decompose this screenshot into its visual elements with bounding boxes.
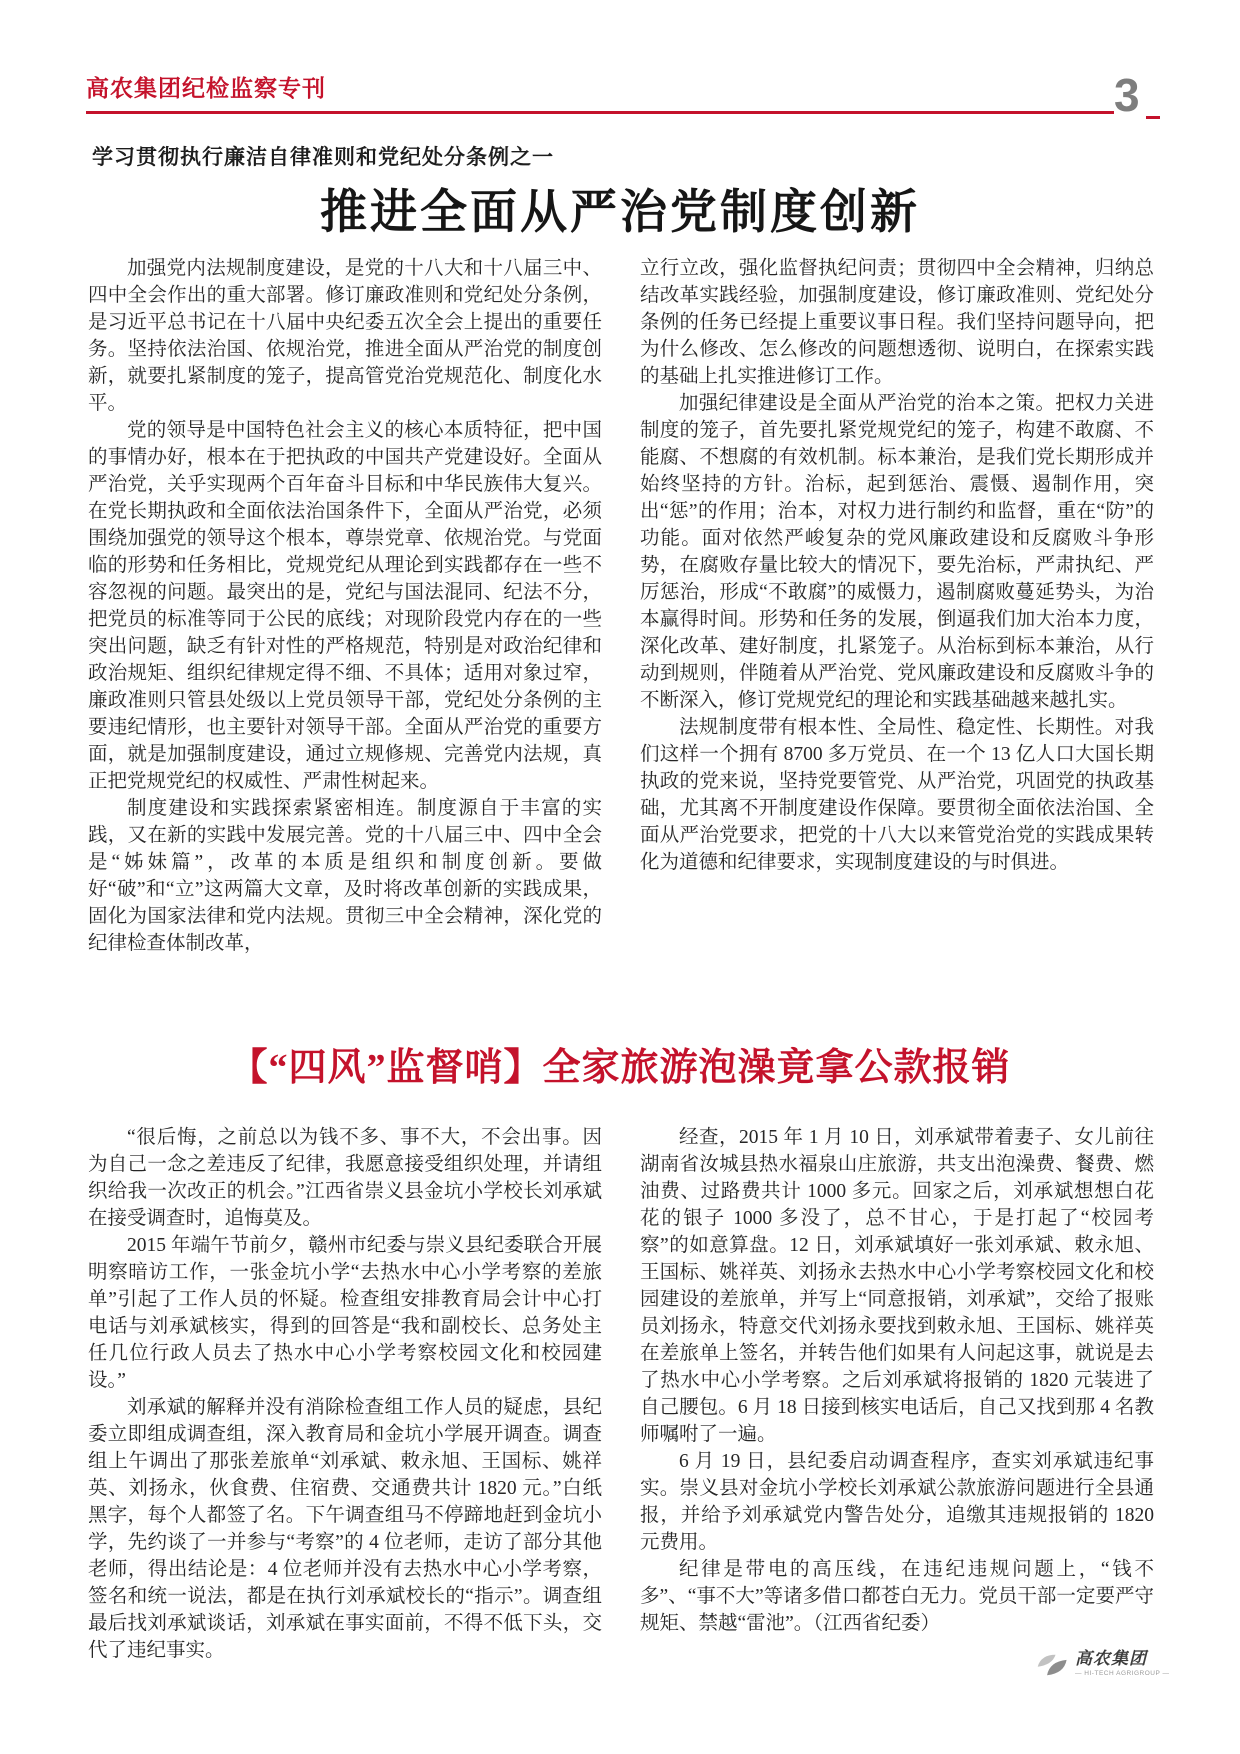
- logo-leaf-icon: [1036, 1652, 1070, 1678]
- paragraph: 加强纪律建设是全面从严治党的治本之策。把权力关进制度的笼子，首先要扎紧党规党纪的笼子，构建不敢腐、不能腐、不想腐的有效机制。标本兼治，是我们党长期形成并始终坚持的方针。治标，起到惩治、震慑、遏制作用，突出“惩”的作用；治本，对权力进行制约和监督，重在“防”的功能。面对依然严峻复杂的党风廉政建设和反腐败斗争形势，在腐败存量比较大的情况下，要先治标，严肃执纪、严厉惩治，形成“不敢腐”的威慑力，遏制腐败蔓延势头，为治本赢得时间。形势和任务的发展，倒逼我们加大治本力度，深化改革、建好制度，扎紧笼子。从治标到标本兼治，从行动到规则，伴随着从严治党、党风廉政建设和反腐败斗争的不断深入，修订党规党纪的理论和实践基础越来越扎实。: [640, 393, 1154, 711]
- article-1-column-1: [88, 255, 602, 957]
- paragraph: 法规制度带有根本性、全局性、稳定性、长期性。对我们这样一个拥有 8700 多万党员、在一个 13 亿人口大国长期执政的党来说，坚持党要管党、从严治党，巩固党的执政基础，尤其离不开制度建设作保障。要贯彻全面依法治国、全面从严治党要求，把党的十八大以来管党治党的实践成果转化为道德和纪律要求，实现制度建设的与时俱进。: [640, 717, 1154, 873]
- paragraph: 经查，2015 年 1 月 10 日，刘承斌带着妻子、女儿前往湖南省汝城县热水福泉山庄旅游，共支出泡澡费、餐费、燃油费、过路费共计 1000 多元。回家之后，刘承斌想想白花花的银子 1000 多没了，总不甘心，于是打起了“校园考察”的如意算盘。12 日，刘承斌填好一张刘承斌、敕永旭、王国标、姚祥英、刘扬永去热水中心小学考察校园文化和校园建设的差旅单，并写上“同意报销，刘承斌”，交给了报账员刘扬永，特意交代刘扬永要找到敕永旭、王国标、姚祥英在差旅单上签名，并转告他们如果有人问起这事，就说是去了热水中心小学考察。之后刘承斌将报销的 1820 元装进了自己腰包。6 月 18 日接到核实电话后，自己又找到那 4 名教师嘱咐了一遍。: [640, 1127, 1154, 1445]
- article-2-columns: [88, 1124, 1154, 1664]
- article-2-column-1: [88, 1124, 602, 1664]
- article-1-kicker: 学习贯彻执行廉洁自律准则和党纪处分条例之一: [92, 146, 554, 169]
- page-number: 3: [1114, 69, 1140, 121]
- masthead-rule-tick: [1146, 116, 1160, 119]
- paragraph: 刘承斌的解释并没有消除检查组工作人员的疑虑，县纪委立即组成调查组，深入教育局和金坑小学展开调查。调查组上午调出了那张差旅单“刘承斌、敕永旭、王国标、姚祥英、刘扬永，伙食费、住宿费、交通费共计 1820 元。”白纸黑字，每个人都签了名。下午调查组马不停蹄地赶到金坑小学，先约谈了一并参与“考察”的 4 位老师，走访了部分其他老师，得出结论是：4 位老师并没有去热水中心小学考察，签名和统一说法，都是在执行刘承斌校长的“指示”。调查组最后找刘承斌谈话，刘承斌在事实面前，不得不低下头，交代了违纪事实。: [88, 1397, 602, 1661]
- paragraph: 纪律是带电的高压线，在违纪违规问题上，“钱不多”、“事不大”等诸多借口都苍白无力。党员干部一定要严守规矩、禁越“雷池”。（江西省纪委）: [640, 1559, 1154, 1634]
- logo-tagline: — HI-TECH AGRIGROUP —: [1075, 1670, 1170, 1677]
- paragraph: 党的领导是中国特色社会主义的核心本质特征，把中国的事情办好，根本在于把执政的中国共产党建设好。全面从严治党，关乎实现两个百年奋斗目标和中华民族伟大复兴。在党长期执政和全面依法治国条件下，全面从严治党，必须围绕加强党的领导这个根本，尊崇党章、依规治党。与党面临的形势和任务相比，党规党纪从理论到实践都存在一些不容忽视的问题。最突出的是，党纪与国法混同、纪法不分，把党员的标准等同于公民的底线；对现阶段党内存在的一些突出问题，缺乏有针对性的严格规范，特别是对政治纪律和政治规矩、组织纪律规定得不细、不具体；适用对象过窄，廉政准则只管县处级以上党员领导干部，党纪处分条例的主要违纪情形，也主要针对领导干部。全面从严治党的重要方面，就是加强制度建设，通过立规修规、完善党内法规，真正把党规党纪的权威性、严肃性树起来。: [88, 420, 602, 792]
- footer-logo: [1036, 1650, 1170, 1678]
- article-1-columns: [88, 255, 1154, 957]
- logo-text: 高农集团: [1075, 1649, 1147, 1668]
- article-1-title: 推进全面从严治党制度创新: [320, 185, 920, 238]
- paragraph: “很后悔，之前总以为钱不多、事不大，不会出事。因为自己一念之差违反了纪律，我愿意接受组织处理，并请组织给我一次改正的机会。”江西省崇义县金坑小学校长刘承斌在接受调查时，追悔莫及。: [88, 1127, 602, 1229]
- masthead-rule: [86, 111, 1114, 114]
- article-2-column-2: [640, 1124, 1154, 1664]
- paragraph: 6 月 19 日，县纪委启动调查程序，查实刘承斌违纪事实。崇义县对金坑小学校长刘承斌公款旅游问题进行全县通报，并给予刘承斌党内警告处分，追缴其违规报销的 1820 元费用。: [640, 1451, 1154, 1553]
- logo-text-block: [1075, 1650, 1170, 1677]
- article-1-column-2: [640, 255, 1154, 957]
- paragraph: 制度建设和实践探索紧密相连。制度源自于丰富的实践，又在新的实践中发展完善。党的十八届三中、四中全会是“姊妹篇”，改革的本质是组织和制度创新。要做好“破”和“立”这两篇大文章，及时将改革创新的实践成果，固化为国家法律和党内法规。贯彻三中全会精神，深化党的纪律检查体制改革，: [88, 798, 602, 954]
- paragraph: 加强党内法规制度建设，是党的十八大和十八届三中、四中全会作出的重大部署。修订廉政准则和党纪处分条例，是习近平总书记在十八届中央纪委五次全会上提出的重要任务。坚持依法治国、依规治党，推进全面从严治党的制度创新，就要扎紧制度的笼子，提高管党治党规范化、制度化水平。: [88, 258, 602, 414]
- paragraph: 立行立改，强化监督执纪问责；贯彻四中全会精神，归纳总结改革实践经验，加强制度建设，修订廉政准则、党纪处分条例的任务已经提上重要议事日程。我们坚持问题导向，把为什么修改、怎么修改的问题想透彻、说明白，在探索实践的基础上扎实推进修订工作。: [640, 258, 1154, 387]
- article-2-title: 【“四风”监督哨】全家旅游泡澡竟拿公款报销: [229, 1047, 1011, 1089]
- paragraph: 2015 年端午节前夕，赣州市纪委与崇义县纪委联合开展明察暗访工作，一张金坑小学“去热水中心小学考察的差旅单”引起了工作人员的怀疑。检查组安排教育局会计中心打电话与刘承斌核实，得到的回答是“我和副校长、总务处主任几位行政人员去了热水中心小学考察校园文化和校园建设。”: [88, 1235, 602, 1391]
- masthead-title: 高农集团纪检监察专刊: [86, 75, 326, 101]
